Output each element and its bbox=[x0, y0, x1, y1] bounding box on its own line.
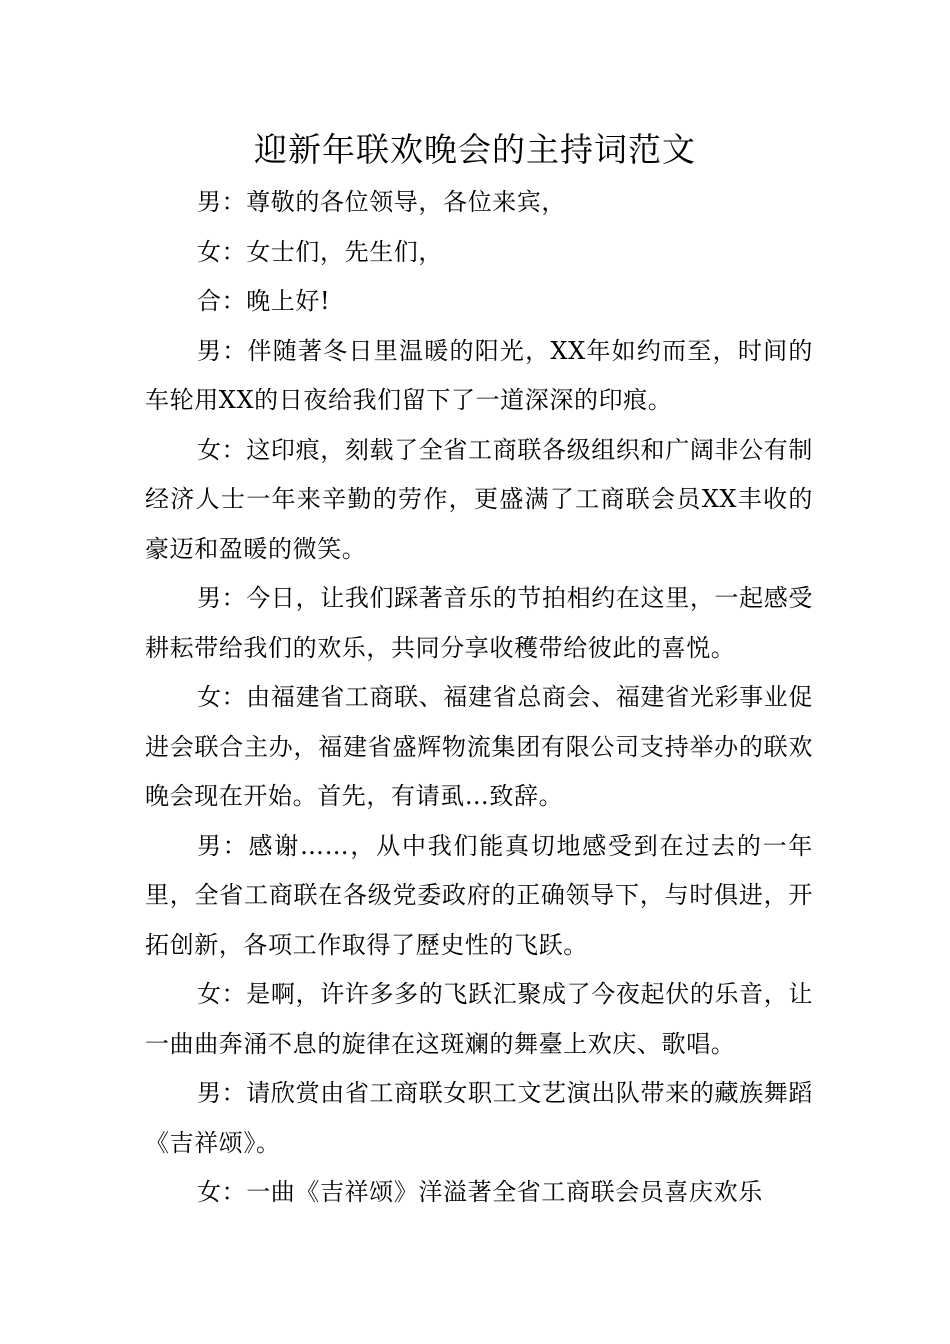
paragraph-2: 女：女士们，先生们， bbox=[197, 237, 443, 266]
paragraph-4: 男：伴随著冬日里温暖的阳光，XX年如约而至，时间的车轮用XX的日夜给我们留下了一道深深的印痕。 bbox=[145, 336, 813, 414]
paragraph-5: 女：这印痕，刻载了全省工商联各级组织和广阔非公有制经济人士一年来辛勤的劳作，更盛满了工商联会员XX丰收的豪迈和盈暖的微笑。 bbox=[145, 435, 813, 563]
paragraph-7: 女：由福建省工商联、福建省总商会、福建省光彩事业促进会联合主办，福建省盛辉物流集团有限公司支持举办的联欢晚会现在开始。首先，有请虱…致辞。 bbox=[145, 683, 813, 810]
paragraph-1: 男：尊敬的各位领导，各位来宾， bbox=[197, 188, 566, 216]
paragraph-9: 女：是啊，许许多多的飞跃汇聚成了今夜起伏的乐音，让一曲曲奔涌不息的旋律在这斑斓的舞臺上欢庆、歌唱。 bbox=[145, 980, 813, 1058]
paragraph-11: 女：一曲《吉祥颂》洋溢著全省工商联会员喜庆欢乐 bbox=[197, 1178, 763, 1206]
document-title: 迎新年联欢晚会的主持词范文 bbox=[254, 130, 696, 169]
paragraph-6: 男：今日，让我们踩著音乐的节拍相约在这里，一起感受耕耘带给我们的欢乐，共同分享收穫带给彼此的喜悦。 bbox=[145, 584, 813, 662]
paragraph-10: 男：请欣赏由省工商联女职工文艺演出队带来的藏族舞蹈《吉祥颂》。 bbox=[145, 1079, 813, 1157]
paragraph-3: 合：晚上好! bbox=[197, 287, 331, 315]
document-body bbox=[145, 178, 813, 1218]
paragraph-8: 男：感谢……，从中我们能真切地感受到在过去的一年里，全省工商联在各级党委政府的正确领导下，与时俱进，开拓创新，各项工作取得了歷史性的飞跃。 bbox=[145, 831, 813, 959]
